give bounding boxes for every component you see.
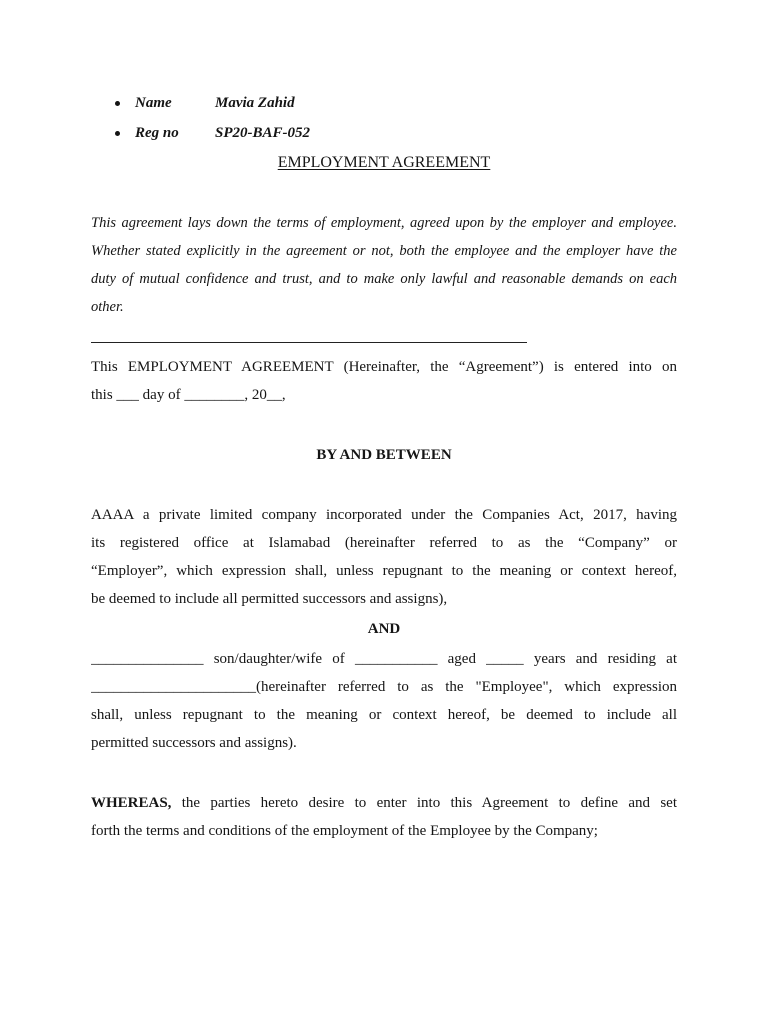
document-title: EMPLOYMENT AGREEMENT (277, 154, 491, 171)
whereas-line: forth the terms and conditions of the employment of the Employee by the Company; (91, 823, 598, 839)
name-field (0, 89, 400, 117)
employee-line: ______________________(hereinafter referred to as the "Employee", which expression (91, 679, 677, 695)
regno-value: SP20-BAF-052 (215, 125, 311, 141)
regno-field (0, 119, 400, 147)
bullet-icon (115, 101, 120, 106)
opening-paragraph (91, 353, 677, 409)
opening-line: This EMPLOYMENT AGREEMENT (Hereinafter, the “Agreement”) is entered into on (91, 359, 677, 375)
and-heading: AND (367, 621, 401, 637)
intro-line: This agreement lays down the terms of employment, agreed upon by the employer and employee. (91, 215, 677, 231)
separator-line (91, 342, 527, 343)
name-value: Mavia Zahid (215, 95, 295, 111)
whereas-clause (91, 789, 677, 845)
employer-line: be deemed to include all permitted successors and assigns), (91, 591, 448, 607)
employee-line: permitted successors and assigns). (91, 735, 297, 751)
name-label: Name (135, 95, 172, 111)
intro-line: Whether stated explicitly in the agreement or not, both the employee and the employer have the (91, 243, 677, 259)
employee-clause (91, 645, 677, 757)
employee-line: shall, unless repugnant to the meaning or context hereof, be deemed to include all (91, 707, 677, 723)
intro-line: other. (91, 299, 124, 315)
regno-label: Reg no (135, 125, 179, 141)
whereas-text: the parties hereto desire to enter into this Agreement to define and set (181, 795, 677, 811)
employer-line: AAAA a private limited company incorporated under the Companies Act, 2017, having (91, 507, 677, 523)
employer-line: “Employer”, which expression shall, unless repugnant to the meaning or context hereof, (91, 563, 677, 579)
by-and-between-heading: BY AND BETWEEN (316, 447, 452, 463)
employer-clause (91, 501, 677, 613)
whereas-keyword: WHEREAS, (91, 795, 172, 811)
employee-line: _______________ son/daughter/wife of ___________ aged _____ years and residing at (91, 651, 677, 667)
opening-line: this ___ day of ________, 20__, (91, 387, 286, 403)
employer-line: its registered office at Islamabad (hereinafter referred to as the “Company” or (91, 535, 677, 551)
intro-line: duty of mutual confidence and trust, and to make only lawful and reasonable demands on each (91, 271, 677, 287)
intro-paragraph (91, 209, 677, 321)
whereas-line (91, 789, 677, 817)
bullet-icon (115, 131, 120, 136)
